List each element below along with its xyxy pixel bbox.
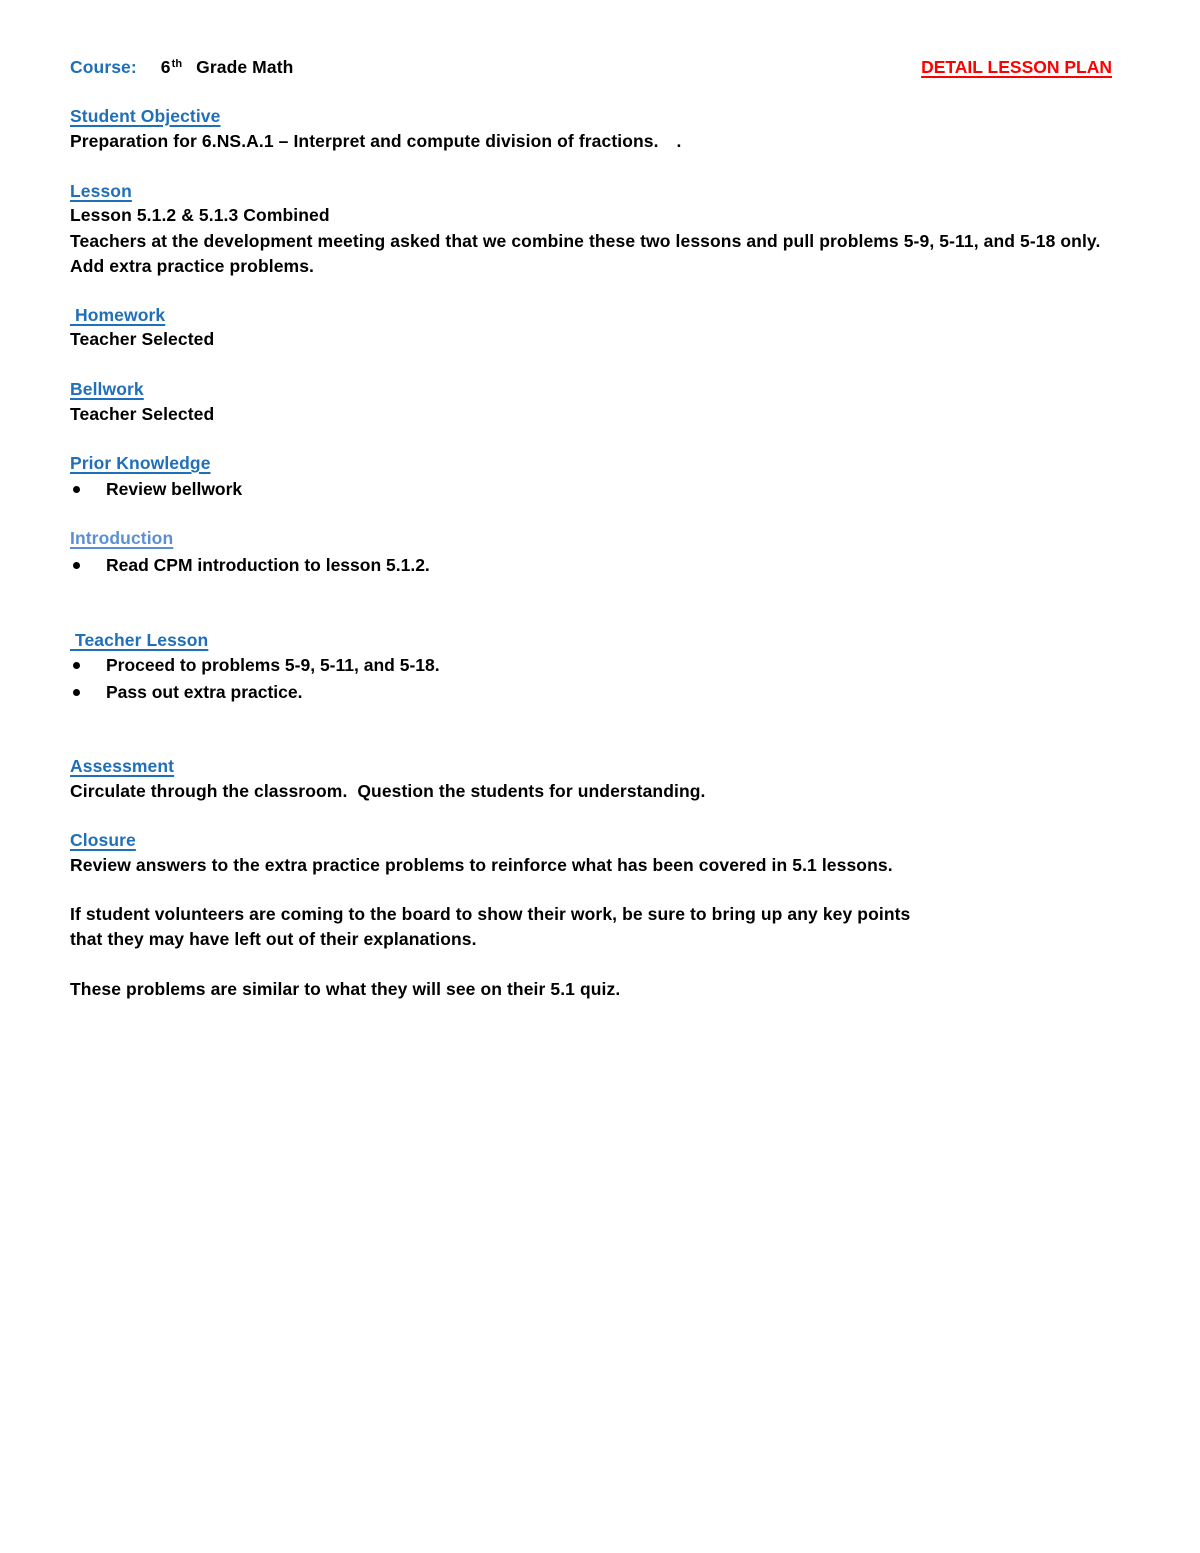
- closure-line: that they may have left out of their explanations.: [70, 929, 477, 949]
- bellwork-text: Teacher Selected: [70, 404, 215, 424]
- lesson-line: Add extra practice problems.: [70, 256, 314, 276]
- prior-knowledge-heading: Prior Knowledge: [70, 453, 211, 473]
- lesson-line: Lesson 5.1.2 & 5.1.3 Combined: [70, 205, 330, 225]
- student-objective-text: Preparation for 6.NS.A.1 – Interpret and compute division of fractions.: [70, 131, 659, 151]
- homework-text: Teacher Selected: [70, 329, 215, 349]
- introduction-heading: Introduction: [70, 528, 174, 548]
- lesson-heading: Lesson: [70, 181, 132, 201]
- student-objective-text-line: [70, 129, 682, 153]
- assessment-heading: Assessment: [70, 756, 175, 776]
- course-grade-name: Grade Math: [196, 57, 294, 77]
- homework-heading: Homework: [70, 305, 166, 325]
- bullet-icon: [73, 562, 80, 569]
- teacher-lesson-heading: Teacher Lesson: [70, 630, 209, 650]
- course-line: [70, 55, 293, 79]
- closure-heading: Closure: [70, 830, 136, 850]
- assessment-text: Circulate through the classroom. Question the students for understanding.: [70, 781, 706, 801]
- list-item-text: Proceed to problems 5-9, 5-11, and 5-18.: [106, 655, 440, 675]
- bullet-icon: [73, 486, 80, 493]
- bullet-icon: [73, 662, 80, 669]
- student-objective-trailing-mark: .: [676, 131, 682, 151]
- closure-line: If student volunteers are coming to the board to show their work, be sure to bring up any key points: [70, 904, 911, 924]
- student-objective-heading: Student Objective: [70, 106, 221, 126]
- closure-line: Review answers to the extra practice problems to reinforce what has been covered in 5.1 lessons.: [70, 855, 893, 875]
- list-item-text: Read CPM introduction to lesson 5.1.2.: [106, 555, 430, 575]
- bullet-icon: [73, 689, 80, 696]
- list-item-text: Pass out extra practice.: [106, 682, 303, 702]
- list-item-text: Review bellwork: [106, 479, 243, 499]
- course-grade-suffix: th: [171, 58, 183, 70]
- bellwork-heading: Bellwork: [70, 379, 144, 399]
- course-label: Course:: [70, 57, 137, 77]
- course-grade-number: 6: [160, 57, 171, 77]
- document-type-title: DETAIL LESSON PLAN: [921, 57, 1112, 77]
- closure-line: These problems are similar to what they will see on their 5.1 quiz.: [70, 979, 621, 999]
- lesson-line: Teachers at the development meeting asked that we combine these two lessons and pull problems 5-9, 5-11, and 5-18 only.: [70, 231, 1101, 251]
